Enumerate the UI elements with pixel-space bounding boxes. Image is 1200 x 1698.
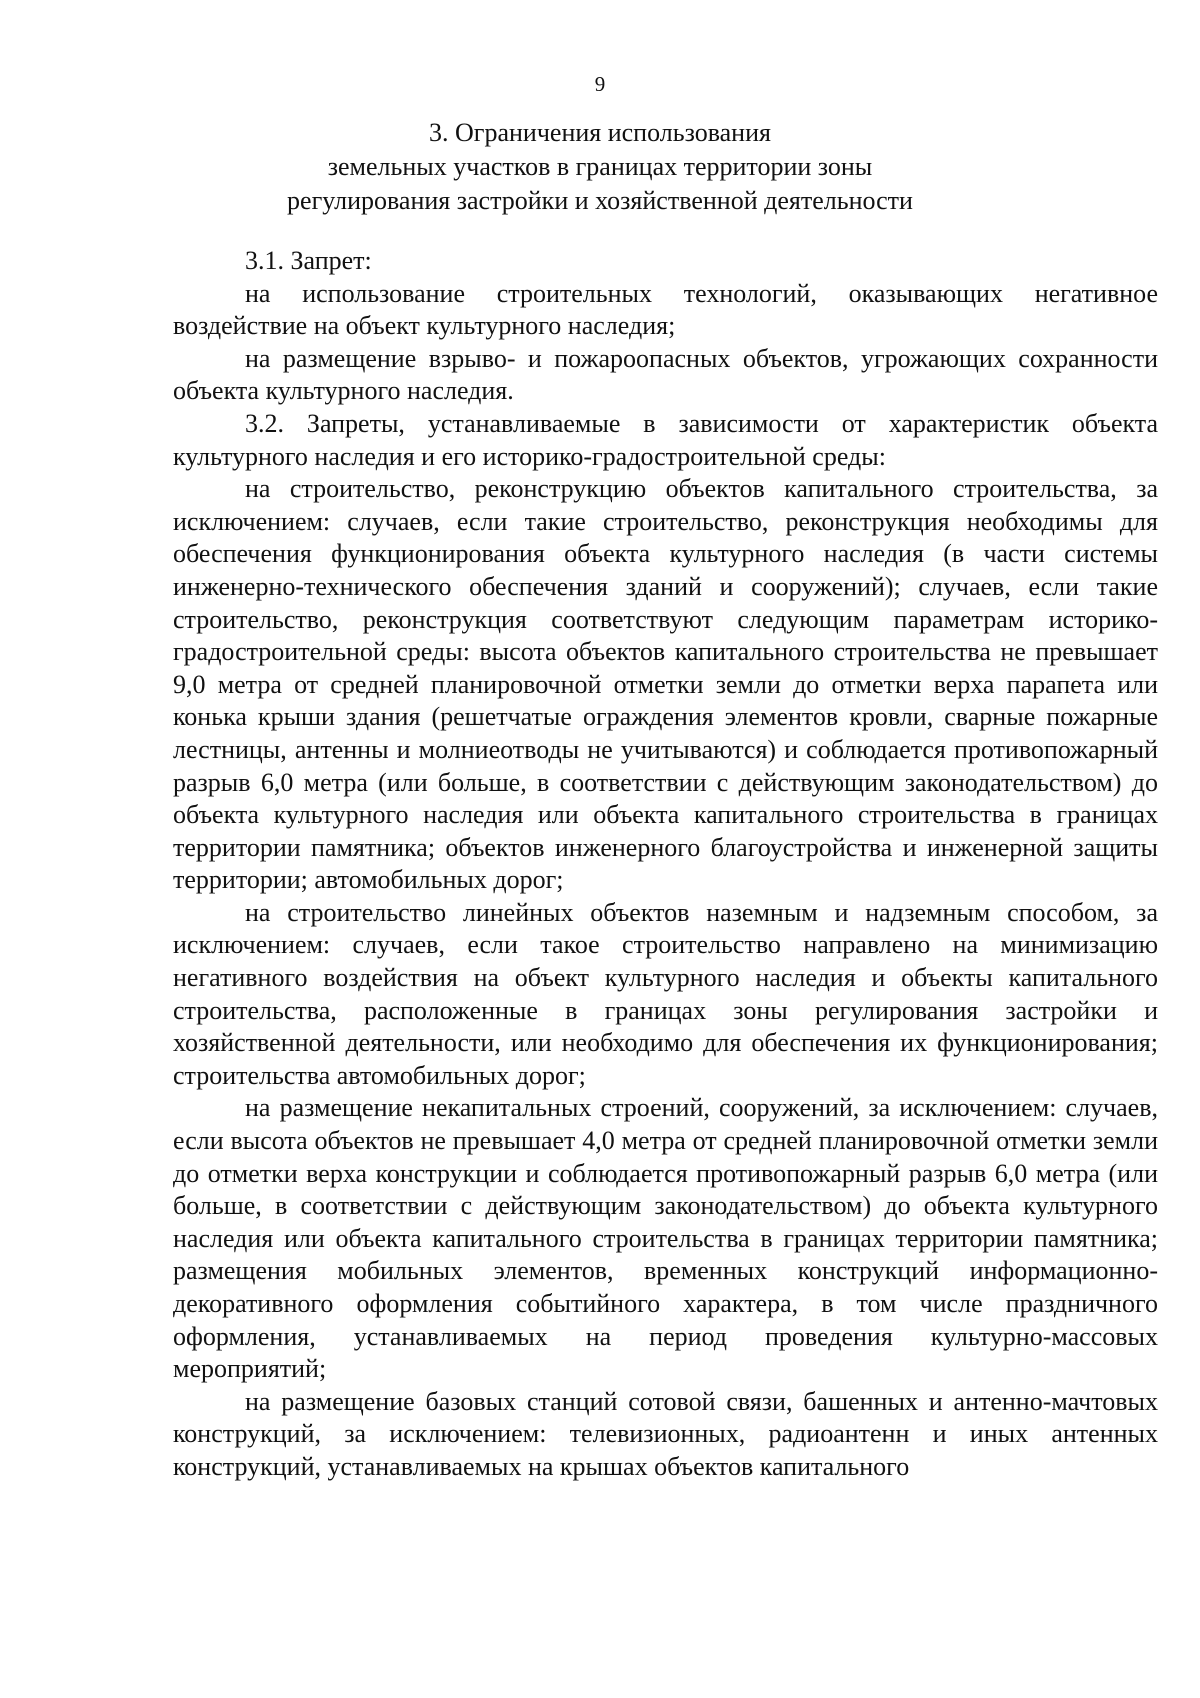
section-title-line: земельных участков в границах территории зоны [327,152,873,181]
paragraph: на размещение взрыво- и пожароопасных объектов, угрожающих сохранности объекта культурного наследия. [173,343,1158,406]
document-body [173,245,1158,1484]
paragraph: на размещение базовых станций сотовой связи, башенных и антенно-мачтовых конструкций, за исключением: телевизионных, радиоантенн и иных антенных конструкций, устанавливаемых на крышах объектов капитального [173,1386,1158,1481]
paragraph: на строительство линейных объектов наземным и надземным способом, за исключением: случаев, если такое строительство направлено на минимизацию негативного воздействия на объект культурного наследия и объекты капитального строительства, расположенные в границах зоны регулирования застройки и хозяйственной деятельности, или необходимо для обеспечения их функционирования; строительства автомобильных дорог; [173,897,1158,1090]
paragraph-3-1-heading: 3.1. Запрет: [245,246,372,275]
paragraph-3-2: 3.2. Запреты, устанавливаемые в зависимости от характеристик объекта культурного наследия и его историко-градостроительной среды: [173,408,1158,471]
paragraph: на размещение некапитальных строений, сооружений, за исключением: случаев, если высота объектов не превышает 4,0 метра от средней планировочной отметки земли до отметки верха конструкции и соблюдается противопожарный разрыв 6,0 метра (или больше, в соответствии с действующим законодательством) до объекта культурного наследия или объекта капитального строительства в границах территории памятника; размещения мобильных элементов, временных конструкций информационно-декоративного оформления событийного характера, в том числе праздничного оформления, устанавливаемых на период проведения культурно-массовых мероприятий; [173,1093,1158,1384]
page-number: 9 [594,72,606,96]
paragraph: на использование строительных технологий, оказывающих негативное воздействие на объект культурного наследия; [173,278,1158,341]
section-title-line: регулирования застройки и хозяйственной деятельности [287,186,913,215]
section-title-line: 3. Ограничения использования [429,118,771,147]
section-title [150,116,1050,218]
paragraph: на строительство, реконструкцию объектов капитального строительства, за исключением: случаев, если такие строительство, реконструкция необходимы для обеспечения функционирования объекта культурного наследия (в части системы инженерно-технического обеспечения зданий и сооружений); случаев, если такие строительство, реконструкция соответствуют следующим параметрам историко-градостроительной среды: высота объектов капитального строительства не превышает 9,0 метра от средней планировочной отметки земли до отметки верха парапета или конька крыши здания (решетчатые ограждения элементов кровли, сварные пожарные лестницы, антенны и молниеотводы не учитываются) и соблюдается противопожарный разрыв 6,0 метра (или больше, в соответствии с действующим законодательством) до объекта культурного наследия или объекта капитального строительства в границах территории памятника; объектов инженерного благоустройства и инженерной защиты территории; автомобильных дорог; [173,474,1158,895]
